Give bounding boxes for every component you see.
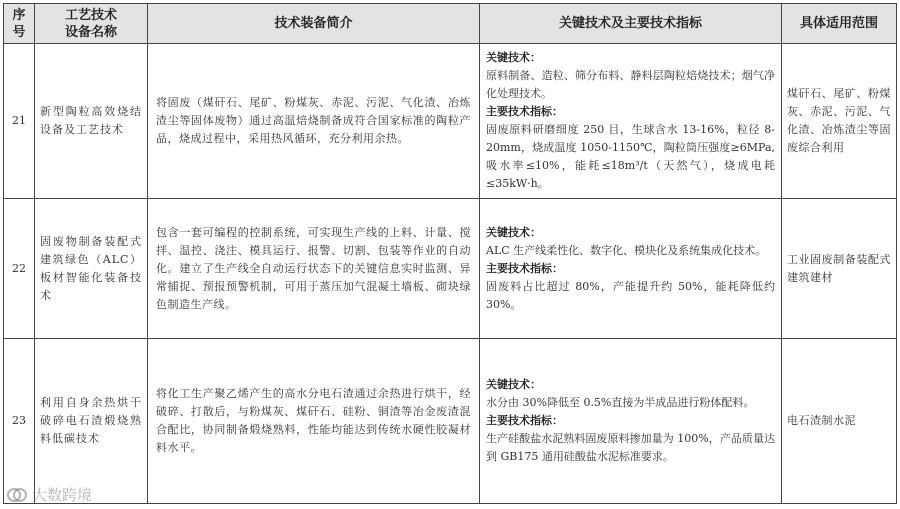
indicator-label: 主要技术指标： (486, 105, 563, 118)
header-name: 工艺技术 设备名称 (35, 4, 148, 44)
key-tech-label: 关键技术： (486, 378, 541, 391)
key-tech-text: 原料制备、造粒、筛分布料、静料层陶粒焙烧技术；烟气净化处理技术。 (486, 69, 775, 100)
tech-description: 将化工生产聚乙烯产生的高水分电石渣通过余热进行烘干，经破碎、打散后，与粉煤灰、煤矸石、硅粉、铜渣等冶金废渣混合配比，协同制备煅烧熟料，性能均能达到传统水硬性胶凝材料水平。 (148, 339, 480, 504)
key-indicators (480, 44, 782, 199)
table-row (4, 199, 897, 339)
key-tech-label: 关键技术： (486, 225, 541, 239)
header-key: 关键技术及主要技术指标 (480, 4, 782, 44)
process-name: 新型陶粒高效烧结设备及工艺技术 (35, 44, 148, 199)
header-scope: 具体适用范围 (782, 4, 897, 44)
indicator-label: 主要技术指标： (486, 414, 563, 427)
tech-table (3, 3, 897, 504)
key-indicators (480, 339, 782, 504)
indicator-text: 固废料占比超过 80%，产能提升约 50%，能耗降低约 30%。 (486, 279, 775, 311)
key-indicators (480, 199, 782, 339)
process-name: 固废物制备装配式建筑绿色（ALC）板材智能化装备技术 (35, 199, 148, 339)
table-row (4, 339, 897, 504)
indicator-text: 固废原料研磨细度 250 目，生球含水 13-16%，粒径 8-20mm，烧成温度 1050-1150℃，陶粒筒压强度≥6MPa,吸水率≤10%，能耗≤18m³/t（天然气），烧成电耗≤35kW·h。 (486, 123, 775, 190)
tech-description: 将固废（煤矸石、尾矿、粉煤灰、赤泥、污泥、气化渣、冶炼渣尘等固体废物）通过高温焙烧制备成符合国家标准的陶粒产品，烧成过程中，采用热风循环，充分利用余热。 (148, 44, 480, 199)
watermark-text: 大数跨境 (32, 486, 93, 504)
applicable-scope: 电石渣制水泥 (782, 339, 897, 504)
process-name: 利用自身余热烘干破碎电石渣煅烧熟料低碳技术 (35, 339, 148, 504)
key-tech-label: 关键技术： (486, 51, 541, 64)
header-desc: 技术装备简介 (148, 4, 480, 44)
row-number: 23 (4, 339, 35, 504)
key-tech-text: ALC 生产线柔性化、数字化、模块化及系统集成化技术。 (486, 243, 767, 257)
row-number: 21 (4, 44, 35, 199)
watermark-logo-icon (6, 487, 28, 503)
applicable-scope: 工业固废制备装配式建筑建材 (782, 199, 897, 339)
indicator-label: 主要技术指标： (486, 261, 563, 275)
table-header-row (4, 4, 897, 44)
indicator-text: 生产硅酸盐水泥熟料固废原料掺加量为 100%，产品质量达到 GB175 通用硅酸盐水泥标准要求。 (486, 432, 775, 463)
row-number: 22 (4, 199, 35, 339)
tech-description: 包含一套可编程的控制系统，可实现生产线的上料、计量、搅拌、温控、浇注、模具运行、报警、切割、包装等作业的自动化。建立了生产线全自动运行状态下的关键信息实时监测、异常捕捉、预报预警机制，可用于蒸压加气混凝土墙板、砌块绿色制造生产线。 (148, 199, 480, 339)
watermark (6, 484, 92, 505)
applicable-scope: 煤矸石、尾矿、粉煤灰、赤泥、污泥、气化渣、冶炼渣尘等固废综合利用 (782, 44, 897, 199)
header-no: 序号 (4, 4, 35, 44)
key-tech-text: 水分由 30%降低至 0.5%直接为半成品进行粉体配料。 (486, 396, 755, 409)
table-row (4, 44, 897, 199)
